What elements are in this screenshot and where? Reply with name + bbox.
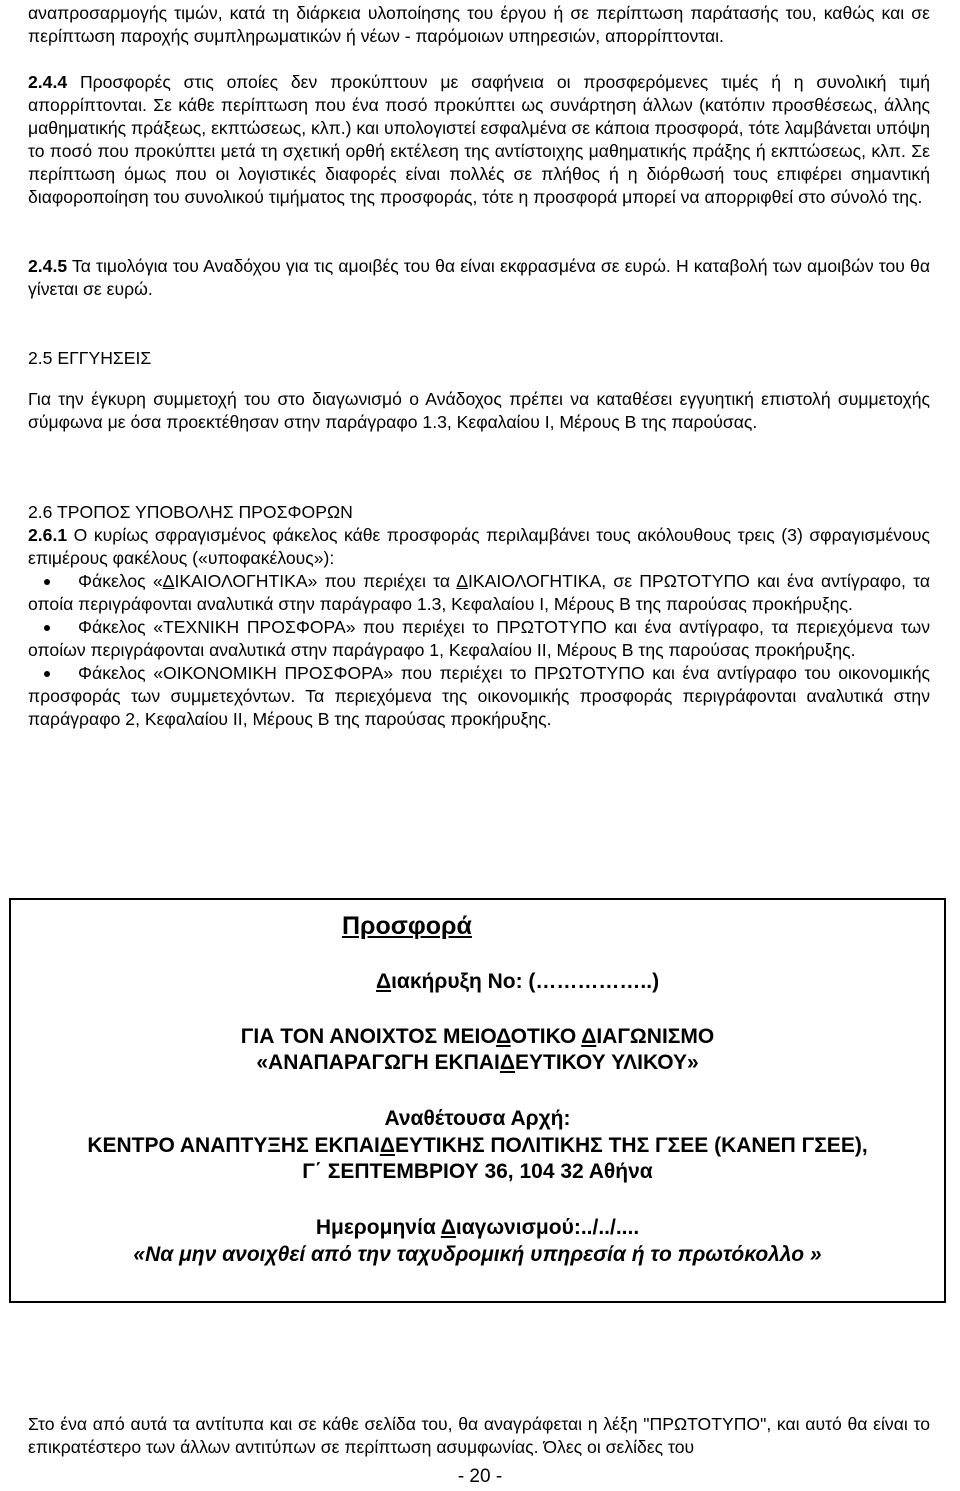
section-2-5-heading: 2.5 ΕΓΓΥΗΣΕΙΣ (28, 348, 152, 368)
bullet-text: Φάκελος «ΟΙΚΟΝΟΜΙΚΗ ΠΡΟΣΦΟΡΑ» που περιέχει το ΠΡΩΤΟΤΥΠΟ και ένα αντίγραφο του οικονομικής προσφοράς των συμμετεχόντων. Τα περιεχόμενα της οικονομικής προσφοράς περιγράφονται αναλυτικά στην παράγραφο 2, Κεφαλαίου ΙΙ, Μέρους Β της παρούσας προκήρυξης. (28, 663, 930, 729)
footer-text: Στο ένα από αυτά τα αντίτυπα και σε κάθε σελίδα του, θα αναγράφεται η λέξη "ΠΡΩΤΟΤΥΠΟ", και αυτό θα είναι το επικρατέστερο των άλλων αντιτύπων σε περίπτωση ασυμφωνίας. Όλες οι σελίδες του (28, 1414, 930, 1457)
do-not-open-warning: «Να μην ανοιχθεί από την ταχυδρομική υπηρεσία ή το πρωτόκολλο » (133, 1243, 822, 1266)
intro-text: αναπροσαρμογής τιμών, κατά τη διάρκεια υλοποίησης του έργου ή σε περίπτωση παράτασής του, καθώς και σε περίπτωση παροχής συμπληρωματικών ή νέων - παρόμοιων υπηρεσιών, απορρίπτονται. (28, 3, 930, 46)
bullet-icon (44, 671, 50, 677)
section-text: Τα τιμολόγια του Αναδόχου για τις αμοιβές του θα είναι εκφρασμένα σε ευρώ. Η καταβολή των αμοιβών του θα γίνεται σε ευρώ. (28, 256, 930, 299)
envelope-list (28, 570, 930, 731)
authority-address: Γ΄ ΣΕΠΤΕΜΒΡΙΟΥ 36, 104 32 Αθήνα (302, 1160, 653, 1183)
section-2-6-heading: 2.6 ΤΡΟΠΟΣ ΥΠΟΒΟΛΗΣ ΠΡΟΣΦΟΡΩΝ (28, 502, 353, 522)
offer-label-box (9, 898, 946, 1303)
section-2-5-text (28, 388, 930, 434)
section-number: 2.6.1 (28, 525, 68, 545)
list-item (28, 570, 930, 616)
section-text: Ο κυρίως σφραγισμένος φάκελος κάθε προσφοράς περιλαμβάνει τους ακόλουθους τρεις (3) σφραγισμένους επιμέρους φακέλους («υποφακέλους»): (28, 525, 930, 568)
bullet-text: Φάκελος «ΔΙΚΑΙΟΛΟΓΗΤΙΚΑ» που περιέχει τα ΔΙΚΑΙΟΛΟΓΗΤΙΚΑ, σε ΠΡΩΤΟΤΥΠΟ και ένα αντίγραφο, τα οποία περιγράφονται αναλυτικά στην παράγραφο 1.3, Κεφαλαίου Ι, Μέρους Β της παρούσας προκήρυξης. (28, 571, 930, 614)
footer-paragraph (28, 1413, 930, 1459)
authority-name: ΚΕΝΤΡΟ ΑΝΑΠΤΥΞΗΣ ΕΚΠΑΙΔΕΥΤΙΚΗΣ ΠΟΛΙΤΙΚΗΣ ΤΗΣ ΓΣΕΕ (ΚΑΝΕΠ ΓΣΕΕ), (87, 1134, 868, 1157)
section-2-4-5 (28, 255, 930, 301)
section-text: Προσφορές στις οποίες δεν προκύπτουν με σαφήνεια οι προσφερόμενες τιμές ή η συνολική τιμή απορρίπτονται. Σε κάθε περίπτωση που ένα ποσό προκύπτει ως συνάρτηση άλλων (κατόπιν προσθέσεως, άλλης μαθηματικής πράξεως, εκπτώσεως, κλπ.) και υπολογιστεί εσφαλμένα σε κάποια προσφορά, τότε λαμβάνεται υπόψη το ποσό που προκύπτει μετά τη σχετική ορθή εκτέλεση της αντίστοιχης μαθηματικής πράξης ή εκπτώσεως, κλπ. Σε περίπτωση όμως που οι λογιστικές διαφορές είναι πολλές σε πλήθος ή η διόρθωσή τους επιφέρει σημαντική διαφοροποίηση του συνολικού τιμήματος της προσφοράς, τότε η προσφορά μπορεί να απορριφθεί στο σύνολό της. (28, 72, 930, 207)
section-text: Για την έγκυρη συμμετοχή του στο διαγωνισμό ο Ανάδοχος πρέπει να καταθέσει εγγυητική επιστολή συμμετοχής σύμφωνα με όσα προεκτέθησαν στην παράγραφο 1.3, Κεφαλαίου Ι, Μέρους Β της παρούσας. (28, 389, 930, 432)
section-2-4-4 (28, 71, 930, 209)
list-item (28, 616, 930, 662)
offer-title: Προσφορά (342, 912, 472, 940)
bullet-text: Φάκελος «ΤΕΧΝΙΚΗ ΠΡΟΣΦΟΡΑ» που περιέχει το ΠΡΩΤΟΤΥΠΟ και ένα αντίγραφο, τα περιεχόμενα των οποίων περιγράφονται αναλυτικά στην παράγραφο 1, Κεφαλαίου ΙΙ, Μέρους Β της παρούσας προκήρυξης. (28, 617, 930, 660)
tender-type-line: ΓΙΑ ΤΟΝ ΑΝΟΙΧΤΟΣ ΜΕΙΟΔΟΤΙΚΟ ΔΙΑΓΩΝΙΣΜΟ (240, 1025, 715, 1048)
declaration-number: Διακήρυξη Νο: (……………..) (376, 970, 660, 993)
tender-subject-line: «ΑΝΑΠΑΡΑΓΩΓΗ ΕΚΠΑΙΔΕΥΤΙΚΟΥ ΥΛΙΚΟΥ» (256, 1051, 699, 1074)
section-number: 2.4.5 (28, 256, 68, 276)
bullet-icon (44, 579, 50, 585)
tender-date: Ημερομηνία Διαγωνισμού:../../.... (315, 1216, 640, 1239)
list-item (28, 662, 930, 731)
bullet-icon (44, 625, 50, 631)
page-number: - 20 - (457, 1466, 503, 1487)
intro-paragraph (28, 2, 930, 48)
authority-label: Αναθέτουσα Αρχή: (384, 1107, 571, 1130)
section-2-6-1 (28, 524, 930, 570)
section-number: 2.4.4 (28, 72, 68, 92)
